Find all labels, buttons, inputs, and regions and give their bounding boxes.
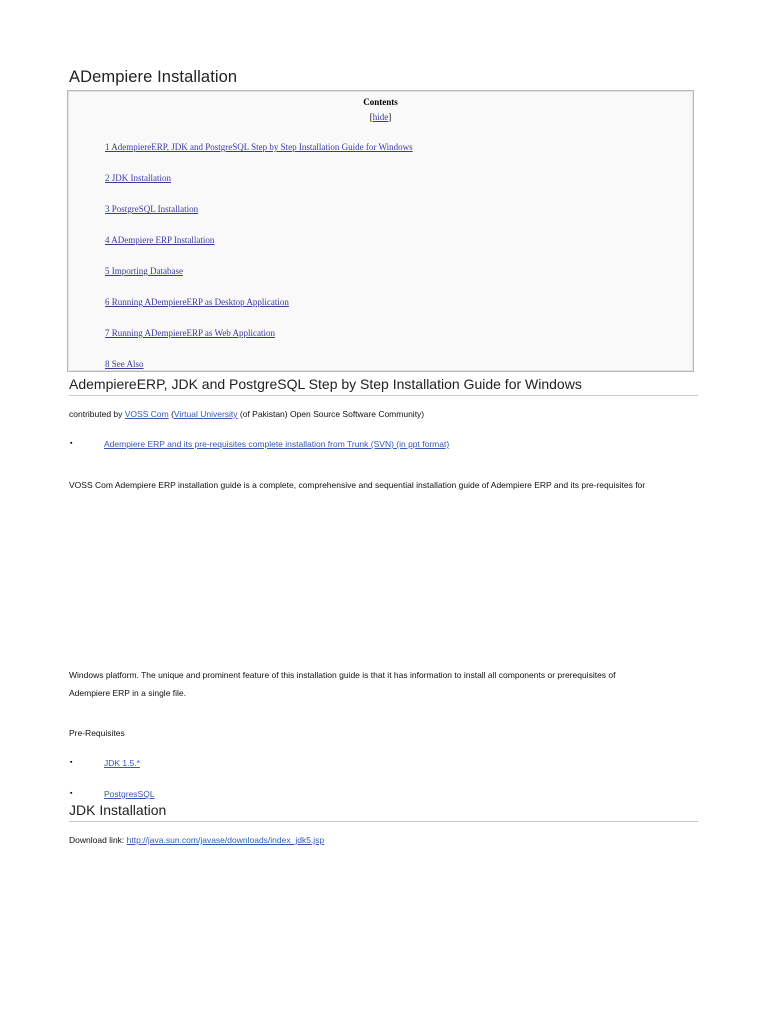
- intro-paragraph-2-line-1: Windows platform. The unique and prominent feature of this installation guide is that it has information to install all components or prerequisites of: [69, 670, 616, 680]
- prereq-item-row: [104, 788, 155, 800]
- toc-hide-toggle: [68, 112, 693, 122]
- contributed-line: [69, 408, 424, 420]
- prereq-item-row: [104, 757, 140, 769]
- contributed-prefix: contributed by: [69, 409, 125, 419]
- toc-item-4[interactable]: 4 ADempiere ERP Installation: [105, 235, 215, 245]
- prereq-postgres-link[interactable]: PostgresSQL: [104, 789, 155, 799]
- prerequisites-label: Pre-Requisites: [69, 728, 125, 738]
- toc-item-3[interactable]: 3 PostgreSQL Installation: [105, 204, 199, 214]
- download-prefix: Download link:: [69, 835, 127, 845]
- voss-com-link[interactable]: VOSS Com: [124, 409, 169, 419]
- section-divider: [69, 395, 698, 396]
- toc-item-5[interactable]: 5 Importing Database: [105, 266, 183, 276]
- download-line: [69, 834, 324, 846]
- jdk-download-link[interactable]: http://java.sun.com/javase/downloads/index_jdk5.jsp: [126, 835, 325, 845]
- bullet-icon: ▪: [70, 790, 73, 797]
- section-heading-guide: AdempiereERP, JDK and PostgreSQL Step by Step Installation Guide for Windows: [69, 376, 582, 392]
- section-divider: [69, 821, 698, 822]
- bullet-icon: ▪: [70, 440, 73, 447]
- bullet-icon: ▪: [70, 759, 73, 766]
- toc-title: Contents: [363, 97, 398, 107]
- prereq-jdk-link[interactable]: JDK 1.5.*: [104, 758, 140, 768]
- toc-item-8[interactable]: 8 See Also: [105, 359, 144, 369]
- contributed-suffix: (of Pakistan) Open Source Software Community): [237, 409, 425, 419]
- toc-hide-open: [: [369, 112, 373, 122]
- toc-box: [67, 90, 694, 372]
- toc-hide-close: ]: [388, 112, 392, 122]
- toc-item-6[interactable]: 6 Running ADempiereERP as Desktop Application: [105, 297, 289, 307]
- guide-ppt-link-row: [104, 438, 449, 450]
- page-title: ADempiere Installation: [69, 68, 238, 86]
- toc-item-2[interactable]: 2 JDK Installation: [105, 173, 171, 183]
- section-heading-jdk: JDK Installation: [69, 802, 167, 818]
- contributed-mid: (: [168, 409, 174, 419]
- intro-paragraph-1: VOSS Com Adempiere ERP installation guide is a complete, comprehensive and sequential installation guide of Adempiere ERP and its pre-requisites for: [69, 480, 646, 490]
- toc-item-1[interactable]: 1 AdempiereERP, JDK and PostgreSQL Step by Step Installation Guide for Windows: [105, 142, 413, 152]
- virtual-university-link[interactable]: Virtual University: [173, 409, 238, 419]
- guide-ppt-link[interactable]: Adempiere ERP and its pre-requisites complete installation from Trunk (SVN) (in ppt format): [104, 439, 450, 449]
- toc-item-7[interactable]: 7 Running ADempiereERP as Web Application: [105, 328, 276, 338]
- intro-paragraph-2-line-2: Adempiere ERP in a single file.: [69, 688, 187, 698]
- toc-hide-link[interactable]: hide: [372, 112, 389, 122]
